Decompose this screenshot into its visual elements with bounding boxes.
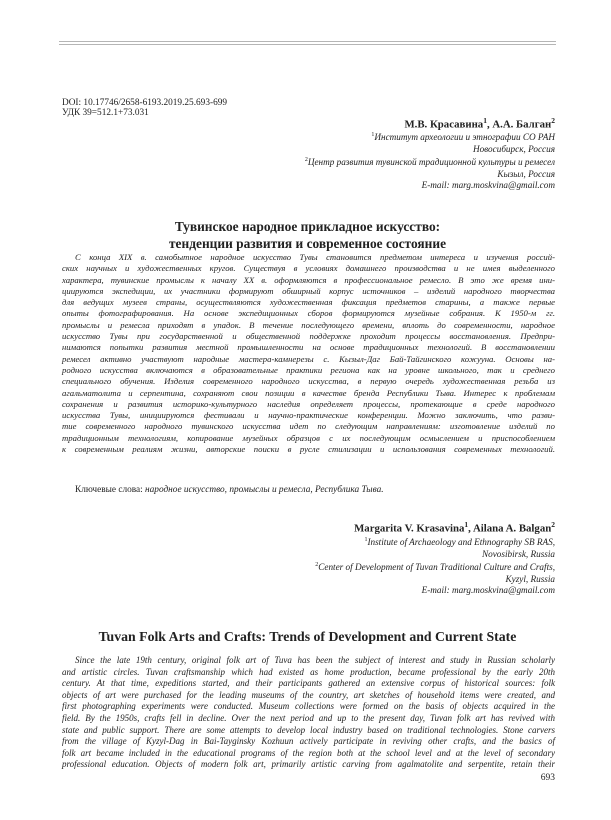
header-rule-bottom: [59, 44, 556, 45]
abstract-line: тие современного народного тувинского искусства идет по следующим направлениям: изготовление изделий по: [62, 421, 555, 432]
ru-authors: М.В. Красавина$^1$, А.А. Балган$^2$: [404, 116, 555, 131]
abstract-line: искусства Тувы, инициируются фестивали и научно-практические конференции. Можно заключить, что разви-: [62, 410, 555, 421]
abstract-line: folk art became included in the educational programs of the region both at the school level and at the level of secondary: [62, 747, 555, 758]
title-line: тенденции развития и современное состояние: [168, 236, 447, 251]
affiliation-line: [315, 574, 555, 586]
affiliation-text: Центр развития тувинской традиционной культуры и ремесел: [307, 157, 555, 168]
abstract-line: from the village of Kyzyl-Dag in Bai-Tayginsky Kozhuun actively participate in reviving other crafts, and the basics of: [62, 736, 555, 747]
en-abstract: [62, 655, 555, 771]
affiliation-line: [315, 585, 555, 597]
affiliation-line: [305, 155, 555, 169]
udk: УДК 39=512.1+73.031: [62, 108, 149, 118]
title-line: Тувинское народное прикладное искусство:: [174, 219, 441, 234]
en-affiliations: [315, 535, 555, 597]
abstract-line: традиционным технологиям, копирование музейных образцов с их последующим осмыслением и приспособлением: [62, 432, 555, 443]
affiliation-text: Кызыл, Россия: [497, 168, 555, 179]
abstract-line: характера, тувинские промыслы к началу XX в. оформляются в профессиональное ремесло. В это же время ини-: [62, 274, 555, 285]
affiliation-text: Институт археологии и этнографии СО РАН: [374, 132, 555, 142]
abstract-line: state and public support. There are some attempts to develop local industry based on traditional technologies. Stone carvers: [62, 724, 555, 735]
affiliation-line: [305, 130, 555, 144]
affiliation-text: Institute of Archaeology and Ethnography SB RAS,: [367, 537, 555, 547]
en-authors: Margarita V. Krasavina$^1$, Ailana A. Balgan$^2$: [354, 520, 555, 535]
abstract-line: к современным реалиям жизни, авторские поиски в русле стилизации и использования современных технологий.: [62, 444, 555, 455]
keywords-text: народное искусство, промыслы и ремесла, Республика Тыва.: [145, 485, 384, 495]
affiliation-sup: 1: [364, 537, 368, 543]
keywords-label: Ключевые слова:: [75, 485, 143, 495]
abstract-line: агальматолита и серпентина, сохраняют свои позиции в качестве бренда Республики Тыва. Интерес к проблемам: [62, 387, 555, 398]
affiliation-text: E-mail: marg.moskvina@gmail.com: [421, 180, 555, 191]
abstract-line: Since the late 19th century, original folk art of Tuva has been the subject of interest and study in Russian scholarly: [75, 655, 555, 665]
affiliation-text: Center of Development of Tuvan Traditional Culture and Crafts,: [318, 562, 555, 573]
affiliation-line: [305, 169, 555, 181]
affiliation-line: [305, 144, 555, 156]
abstract-line: ремесел активно участвуют народные мастера-камнерезы с. Кызыл-Даг Бай-Тайгинского кожууна. Основы на-: [62, 353, 555, 364]
affiliation-line: [315, 549, 555, 561]
header-rule-top: [59, 41, 556, 42]
author-name: Ailana A. Balgan: [472, 522, 552, 535]
author-name: А.А. Балган: [492, 118, 552, 131]
affiliation-line: [315, 560, 555, 574]
abstract-line: and artistic circles. Tuvan craftsmanship which had existed as home production, became professional by the early 20th: [62, 666, 555, 677]
ru-affiliations: [305, 130, 555, 192]
affiliation-text: Новосибирск, Россия: [472, 143, 555, 154]
affiliation-sup: 1: [371, 132, 375, 138]
abstract-line: промыслы и ремесла приходят в упадок. В течение последующего времени, вплоть до современности, народное: [62, 319, 555, 330]
abstract-line: для ведущих музеев страны, осуществляются художественная фиксация предметов старины, а также первые: [62, 297, 555, 308]
en-title: Tuvan Folk Arts and Crafts: Trends of Development and Current State: [98, 629, 517, 644]
abstract-line: родного искусства включаются в образовательные практики региона как на уровне школьного, так и среднего: [62, 364, 555, 375]
abstract-line: objects of art were purchased for the leading museums of the country, art sketches of household items were created, and: [62, 689, 555, 700]
ru-title: [59, 218, 556, 252]
author-sup: 1: [464, 520, 469, 529]
affiliation-sup: 2: [315, 562, 319, 569]
affiliation-text: E-mail: marg.moskvina@gmail.com: [421, 585, 555, 596]
author-sup: 1: [483, 116, 487, 125]
doi: DOI: 10.17746/2658-6193.2019.25.693-699: [62, 98, 228, 108]
abstract-line: field. By the 1950s, crafts fell in decline. Over the next period and up to the present day, Tuvan folk art has revived with: [62, 712, 555, 723]
abstract-line: специального обучения. Изделия современного народного искусства, в первую очередь художественная резьба из: [62, 376, 555, 387]
author-sup: 2: [551, 520, 555, 529]
abstract-line: циируются экспедиции, их участники формируют обширный корпус источников – изделий народного творчества: [62, 285, 555, 296]
affiliation-sup: 2: [304, 157, 308, 164]
abstract-line: нимаются попытки развития местной промышленности на основе традиционных технологий. В восстановлении: [62, 342, 555, 353]
affiliation-text: Novosibirsk, Russia: [482, 548, 555, 559]
abstract-line: С конца XIX в. самобытное народное искусство Тувы становится предметом интереса и изучения россий-: [75, 252, 555, 262]
abstract-line: ских научных и художественных кругов. Существуя в условиях домашнего производства и не имея выделенного: [62, 263, 555, 274]
author-name: Margarita V. Krasavina: [354, 522, 465, 535]
abstract-line: сохранения и развития историко-культурного наследия определяет процессы, протекающие в среде народного: [62, 398, 555, 409]
page-number: 693: [540, 773, 555, 783]
affiliation-text: Kyzyl, Russia: [505, 573, 555, 584]
ru-keywords: [75, 485, 384, 495]
author-sup: 2: [551, 116, 555, 125]
abstract-line: опыты фотографирования. На основе экспедиционных сборов формируются музейные собрания. К 1950-м гг.: [62, 308, 555, 319]
abstract-line: professional education. Objects of modern folk art, primarily artistic carving from agalmatolite and serpentite, retain their: [62, 759, 555, 770]
author-name: М.В. Красавина: [404, 118, 484, 131]
abstract-line: century. At that time, expeditions started, and their participants gathered an extensive corpus of historical sources: folk: [62, 678, 555, 689]
ru-abstract: [62, 252, 555, 455]
abstract-line: first photographing experiments were conducted. Museum collections were formed on the basis of objects acquired in the: [62, 701, 555, 712]
abstract-line: искусство Тувы при государственной и общественной поддержке проходит процессы восстановления. Предпри-: [62, 331, 555, 342]
affiliation-line: [315, 535, 555, 549]
affiliation-line: [305, 180, 555, 192]
